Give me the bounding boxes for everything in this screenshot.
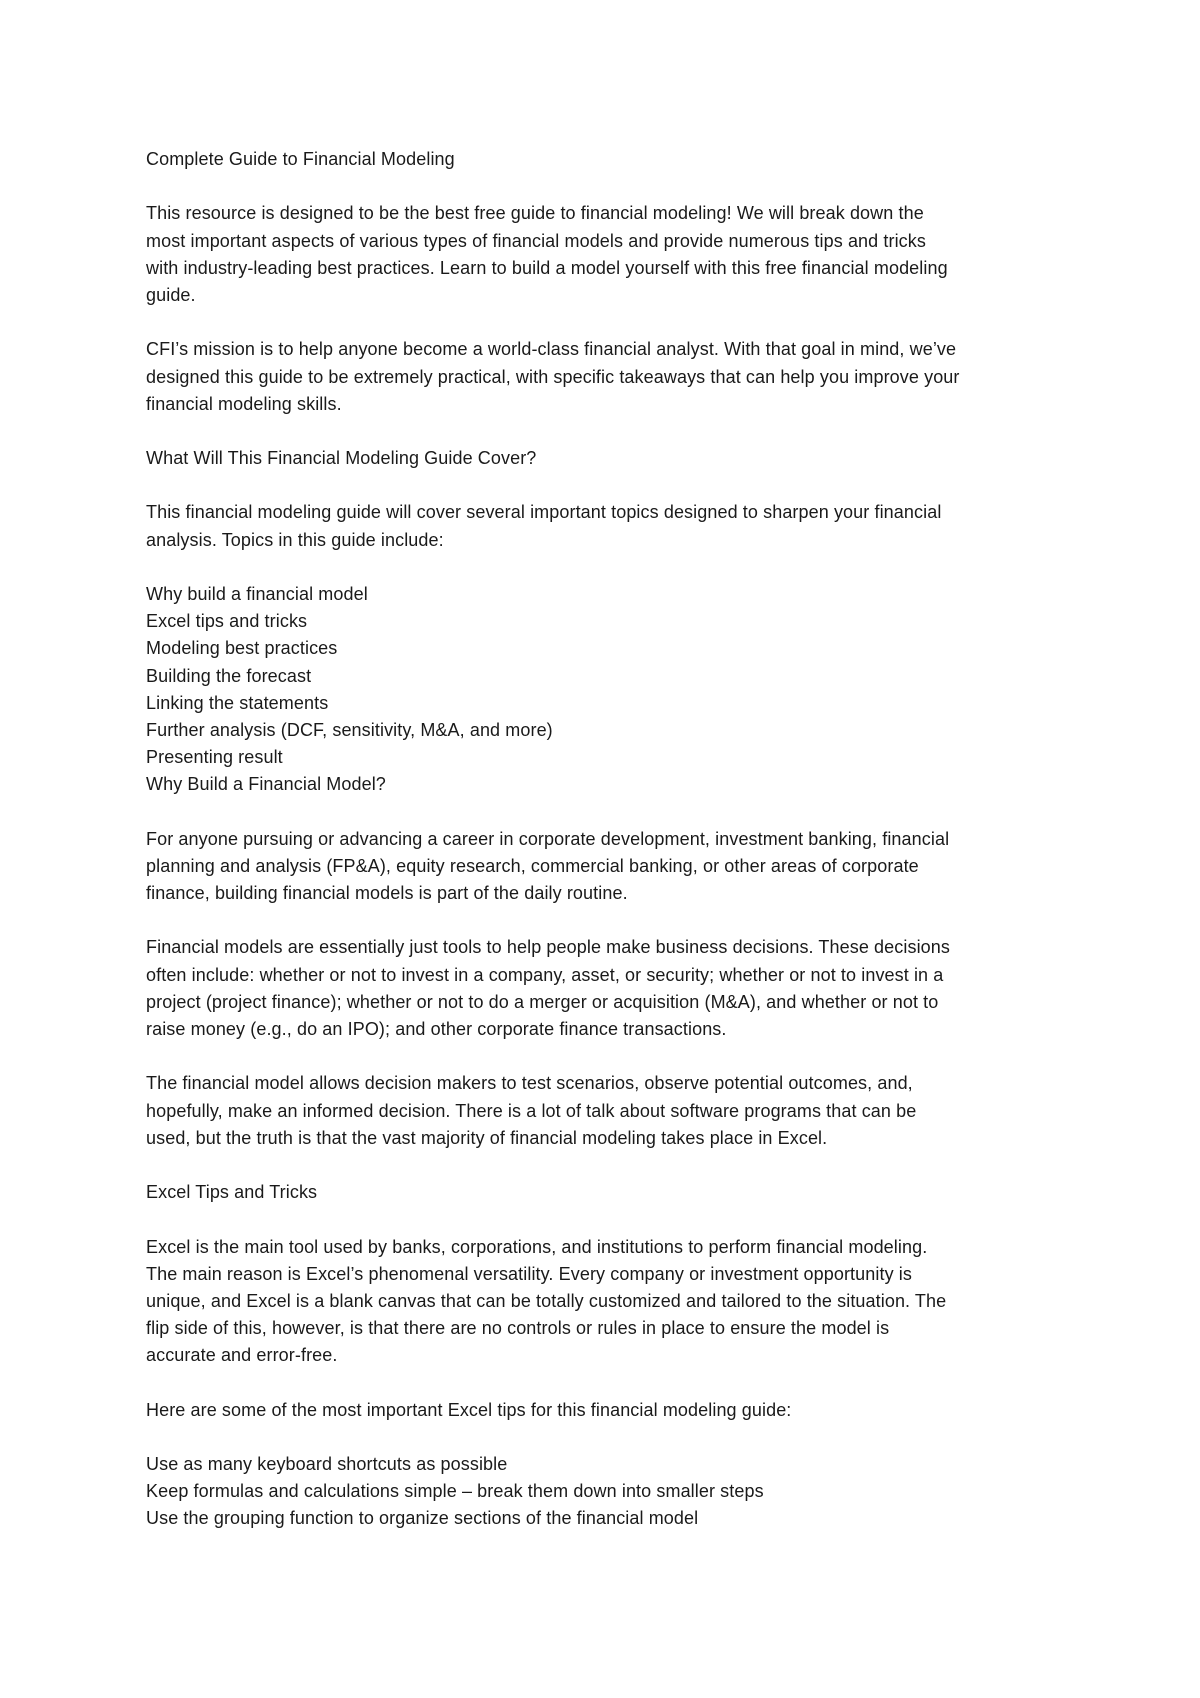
- why-paragraph-1: [146, 826, 1086, 908]
- paragraph-line: This resource is designed to be the best free guide to financial modeling! We will break down the: [146, 203, 924, 224]
- paragraph-line: raise money (e.g., do an IPO); and other corporate finance transactions.: [146, 1019, 727, 1039]
- list-item: Presenting result: [146, 747, 283, 768]
- list-item: Excel tips and tricks: [146, 611, 308, 632]
- spacer: [146, 472, 1086, 499]
- spacer: [146, 1043, 1086, 1070]
- paragraph-line: designed this guide to be extremely practical, with specific takeaways that can help you improve your: [146, 366, 960, 387]
- paragraph-line: planning and analysis (FP&A), equity research, commercial banking, or other areas of corporate: [146, 855, 919, 876]
- list-item: Building the forecast: [146, 665, 312, 686]
- spacer: [146, 309, 1086, 336]
- list-item: Modeling best practices: [146, 638, 338, 659]
- paragraph-line: used, but the truth is that the vast majority of financial modeling takes place in Excel.: [146, 1127, 828, 1148]
- paragraph-line: hopefully, make an informed decision. There is a lot of talk about software programs that can be: [146, 1100, 917, 1121]
- list-item: Use the grouping function to organize sections of the financial model: [146, 1508, 699, 1529]
- list-item: Further analysis (DCF, sensitivity, M&A, and more): [146, 719, 553, 740]
- spacer: [146, 1152, 1086, 1179]
- topics-list: [146, 581, 1086, 799]
- document-page: [146, 146, 1086, 1533]
- section-heading-cover: What Will This Financial Modeling Guide Cover?: [146, 448, 537, 469]
- section-heading-excel: Excel Tips and Tricks: [146, 1182, 318, 1203]
- spacer: [146, 1206, 1086, 1233]
- paragraph-line: most important aspects of various types of financial models and provide numerous tips and tricks: [146, 230, 926, 251]
- list-item: Use as many keyboard shortcuts as possible: [146, 1454, 508, 1474]
- list-item: Keep formulas and calculations simple – break them down into smaller steps: [146, 1481, 764, 1502]
- paragraph-line: guide.: [146, 284, 196, 305]
- mission-paragraph: [146, 336, 1086, 418]
- tips-list: [146, 1451, 1086, 1533]
- spacer: [146, 799, 1086, 826]
- spacer: [146, 907, 1086, 934]
- paragraph-line: For anyone pursuing or advancing a career in corporate development, investment banking, financial: [146, 828, 950, 849]
- paragraph-line: often include: whether or not to invest in a company, asset, or security; whether or not to invest in a: [146, 964, 944, 985]
- paragraph-line: finance, building financial models is part of the daily routine.: [146, 883, 628, 904]
- spacer: [146, 1369, 1086, 1396]
- paragraph-line: Excel is the main tool used by banks, corporations, and institutions to perform financial modeling.: [146, 1236, 928, 1257]
- spacer: [146, 173, 1086, 200]
- tips-intro: Here are some of the most important Excel tips for this financial modeling guide:: [146, 1399, 792, 1420]
- paragraph-line: unique, and Excel is a blank canvas that can be totally customized and tailored to the situation. The: [146, 1290, 947, 1311]
- paragraph-line: The main reason is Excel’s phenomenal versatility. Every company or investment opportunity is: [146, 1263, 912, 1284]
- paragraph-line: with industry-leading best practices. Learn to build a model yourself with this free financial modeling: [146, 257, 948, 278]
- paragraph-line: project (project finance); whether or not to do a merger or acquisition (M&A), and whether or not to: [146, 991, 939, 1012]
- spacer: [146, 418, 1086, 445]
- paragraph-line: flip side of this, however, is that there are no controls or rules in place to ensure the model is: [146, 1318, 890, 1339]
- spacer: [146, 554, 1086, 581]
- paragraph-line: financial modeling skills.: [146, 393, 342, 414]
- document-title: Complete Guide to Financial Modeling: [146, 149, 455, 169]
- why-paragraph-2: [146, 934, 1086, 1043]
- paragraph-line: CFI’s mission is to help anyone become a world-class financial analyst. With that goal in mind, we’ve: [146, 339, 957, 360]
- spacer: [146, 1424, 1086, 1451]
- list-item: Linking the statements: [146, 692, 329, 713]
- excel-paragraph: [146, 1234, 1086, 1370]
- paragraph-line: The financial model allows decision makers to test scenarios, observe potential outcomes, and,: [146, 1073, 913, 1094]
- paragraph-line: accurate and error-free.: [146, 1345, 338, 1366]
- paragraph-line: Financial models are essentially just tools to help people make business decisions. These decisions: [146, 937, 950, 958]
- intro-paragraph: [146, 200, 1086, 309]
- list-item: Why build a financial model: [146, 584, 368, 604]
- paragraph-line: This financial modeling guide will cover several important topics designed to sharpen your financial: [146, 502, 942, 523]
- list-item: Why Build a Financial Model?: [146, 774, 386, 795]
- why-paragraph-3: [146, 1070, 1086, 1152]
- cover-intro-paragraph: [146, 499, 1086, 553]
- paragraph-line: analysis. Topics in this guide include:: [146, 529, 444, 550]
